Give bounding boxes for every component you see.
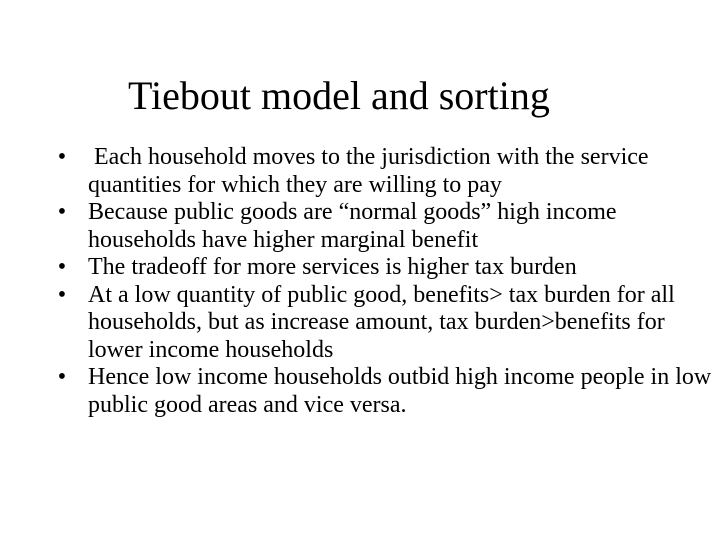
bullet-marker: •: [57, 281, 67, 308]
bullet-marker: •: [57, 364, 67, 390]
bullet-marker: •: [57, 254, 67, 280]
bullet-text: Because public goods are “normal goods” high income households have higher marginal benefit: [88, 199, 617, 253]
bullet-text: Hence low income households outbid high income people in low public good areas and vice versa.: [88, 364, 712, 418]
slide-title: Tiebout model and sorting: [128, 73, 550, 118]
bullet-text: At a low quantity of public good, benefits> tax burden for all households, but as increase amount, tax burden>benefits for lower income households: [88, 281, 675, 363]
bullet-item: [52, 364, 716, 419]
bullet-text: Each household moves to the jurisdiction with the service quantities for which they are willing to pay: [88, 144, 655, 198]
bullet-marker: •: [57, 144, 67, 170]
bullet-text: The tradeoff for more services is higher tax burden: [88, 254, 577, 280]
bullet-marker: •: [57, 199, 67, 225]
bullet-item: [52, 254, 716, 282]
bullet-item: [52, 144, 716, 199]
bullet-list: [52, 144, 716, 419]
bullet-item: [52, 199, 716, 254]
bullet-item: [52, 282, 716, 365]
